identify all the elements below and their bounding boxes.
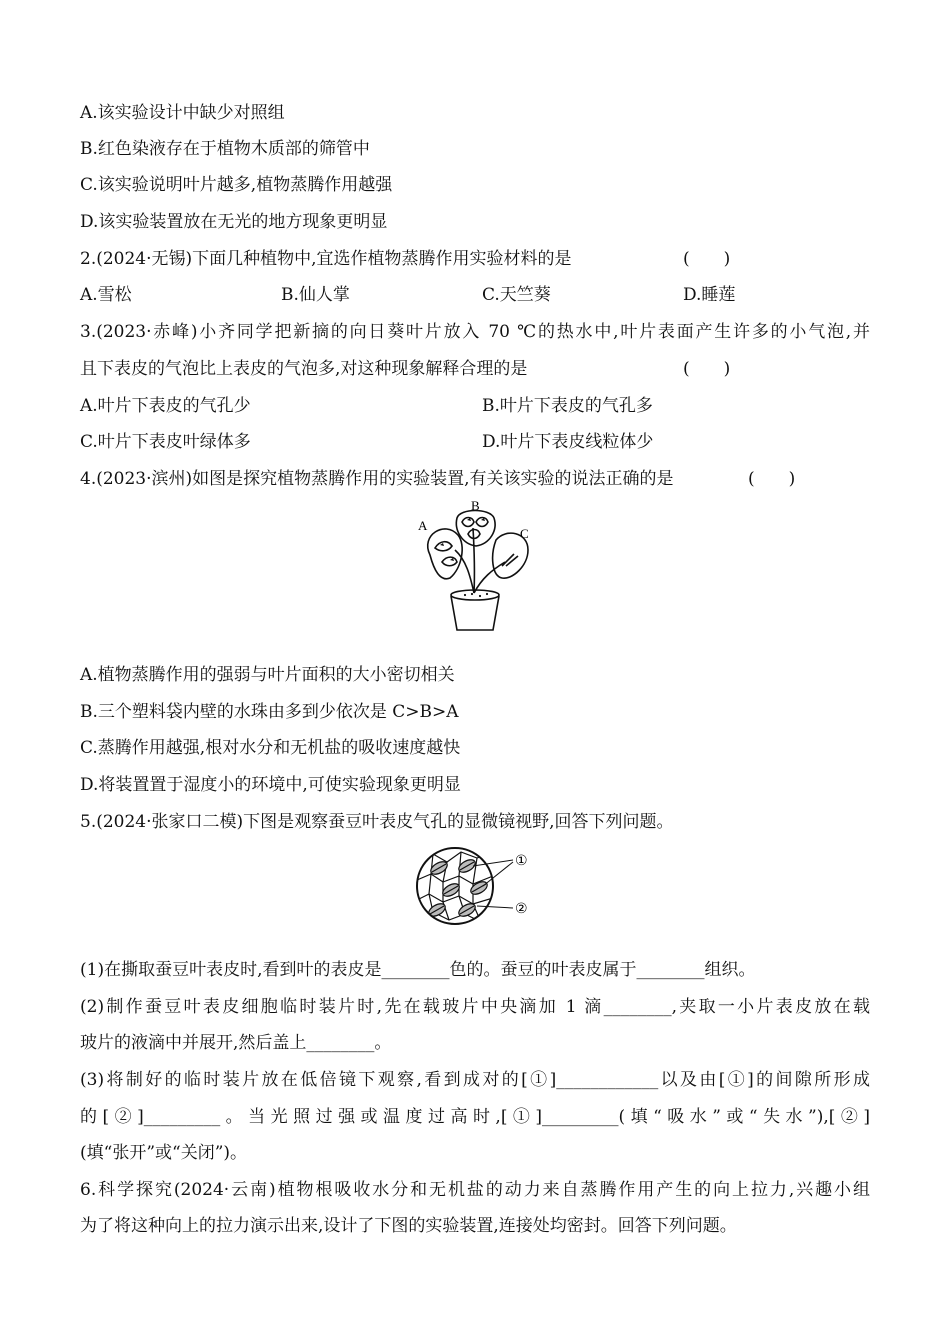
figure-label-b: B: [471, 500, 480, 513]
q3-option-a: A.叶片下表皮的气孔少: [80, 396, 251, 416]
q5-part1: (1)在撕取蚕豆叶表皮时,看到叶的表皮是________色的。蚕豆的叶表皮属于________组织。: [80, 960, 756, 980]
q1-option-a: A.该实验设计中缺少对照组: [80, 103, 285, 123]
figure-label-2: ②: [515, 901, 528, 917]
q3-stem-line1: 3.(2023·赤峰)小齐同学把新摘的向日葵叶片放入 70 ℃的热水中,叶片表面产生许多的小气泡,并: [80, 322, 870, 342]
q6-line2: 为了将这种向上的拉力演示出来,设计了下图的实验装置,连接处均密封。回答下列问题。: [80, 1216, 737, 1236]
q4-option-d: D.将装置置于湿度小的环境中,可使实验现象更明显: [80, 775, 461, 795]
q5-part2-line2: 玻片的液滴中并展开,然后盖上________。: [80, 1033, 392, 1053]
q1-option-b: B.红色染液存在于植物木质部的筛管中: [80, 139, 370, 159]
q1-option-c: C.该实验说明叶片越多,植物蒸腾作用越强: [80, 175, 393, 195]
q3-answer-paren: ( ): [683, 359, 731, 379]
q2-answer-paren: ( ): [683, 249, 731, 269]
q5-part2-line1: (2)制作蚕豆叶表皮细胞临时装片时,先在载玻片中央滴加 1 滴________,夹取一小片表皮放在载: [80, 997, 870, 1017]
figure-label-c: C: [520, 526, 529, 541]
q4-answer-paren: ( ): [748, 469, 796, 489]
stomata-field-of-view-illustration: [413, 840, 543, 932]
q6-line1: 6.科学探究(2024·云南)植物根吸收水分和无机盐的动力来自蒸腾作用产生的向上拉力,兴趣小组: [80, 1180, 870, 1200]
q4-option-a: A.植物蒸腾作用的强弱与叶片面积的大小密切相关: [80, 665, 455, 685]
q4-option-c: C.蒸腾作用越强,根对水分和无机盐的吸收速度越快: [80, 738, 461, 758]
figure-label-a: A: [418, 518, 428, 533]
q4-stem: 4.(2023·滨州)如图是探究植物蒸腾作用的实验装置,有关该实验的说法正确的是: [80, 469, 674, 489]
q3-option-d: D.叶片下表皮线粒体少: [482, 432, 654, 452]
stomata-microscope-figure: [413, 840, 543, 932]
q2-stem: 2.(2024·无锡)下面几种植物中,宜选作植物蒸腾作用实验材料的是: [80, 249, 572, 269]
q3-stem-line2: 且下表皮的气泡比上表皮的气泡多,对这种现象解释合理的是: [80, 359, 528, 379]
plant-experiment-figure: [410, 500, 550, 635]
q5-part3-line3: (填“张开”或“关闭”)。: [80, 1143, 248, 1163]
q4-option-b: B.三个塑料袋内壁的水珠由多到少依次是 C>B>A: [80, 702, 459, 722]
q3-option-c: C.叶片下表皮叶绿体多: [80, 432, 251, 452]
q5-part3-line2: 的[②]_________。当光照过强或温度过高时,[①]_________(填“吸水”或“失水”),[②]: [80, 1107, 870, 1127]
q2-option-d: D.睡莲: [683, 285, 736, 305]
q2-option-c: C.天竺葵: [482, 285, 551, 305]
q1-option-d: D.该实验装置放在无光的地方现象更明显: [80, 212, 388, 232]
q5-stem: 5.(2024·张家口二模)下图是观察蚕豆叶表皮气孔的显微镜视野,回答下列问题。: [80, 812, 674, 832]
q2-option-b: B.仙人掌: [281, 285, 350, 305]
q2-option-a: A.雪松: [80, 285, 132, 305]
q5-part3-line1: (3)将制好的临时装片放在低倍镜下观察,看到成对的[①]____________以及由[①]的间隙所形成: [80, 1070, 870, 1090]
potted-plant-bags-illustration: [410, 500, 550, 635]
figure-label-1: ①: [515, 853, 528, 869]
q3-option-b: B.叶片下表皮的气孔多: [482, 396, 653, 416]
